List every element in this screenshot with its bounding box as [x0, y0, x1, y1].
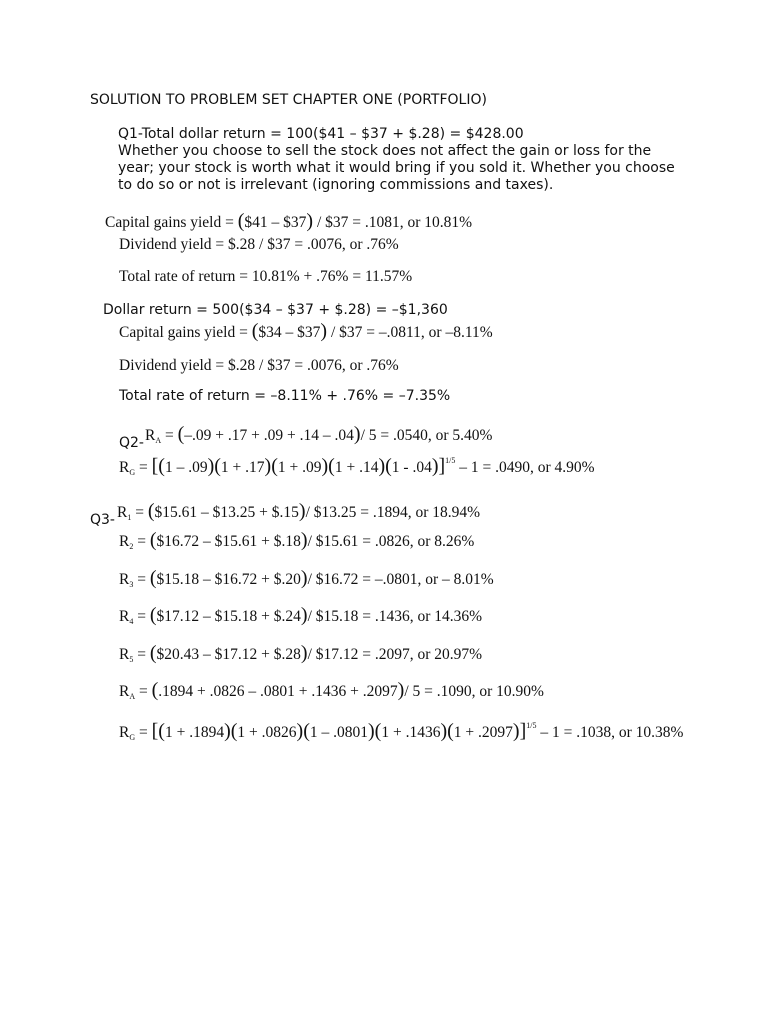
paren-close: )] [431, 455, 446, 477]
formula-result: / $15.61 = .0826, or 8.26% [307, 533, 475, 550]
formula-inner: $15.18 – $16.72 + $.20 [156, 571, 301, 588]
term: 1 + .1894 [164, 724, 225, 741]
r-subscript: 4 [129, 617, 134, 626]
paren-open: ( [151, 679, 159, 701]
bracket-open: [ [151, 720, 159, 742]
paren-open: ( [147, 500, 155, 522]
q1-explanation-line: year; your stock is worth what it would bring if you sold it. Whether you choose [118, 160, 675, 176]
r-subscript: G [129, 468, 136, 477]
r-subscript: 1 [127, 513, 132, 522]
paren-close: ) [320, 320, 328, 342]
formula-inner: $15.61 – $13.25 + $.15 [154, 504, 299, 521]
r-subscript: 2 [129, 542, 134, 551]
r-subscript: 3 [129, 580, 134, 589]
r-subscript: A [129, 692, 136, 701]
r-symbol: R [119, 459, 130, 476]
formula-inner: $16.72 – $15.61 + $.18 [156, 533, 301, 550]
q1-explanation-line: to do so or not is irrelevant (ignoring commissions and taxes). [118, 177, 554, 193]
term: 1 + .17 [220, 459, 265, 476]
paren-open: ( [149, 529, 157, 551]
r-subscript: 5 [129, 655, 134, 664]
formula-inner: $17.12 – $15.18 + $.24 [156, 608, 301, 625]
term: 1 – .0801 [309, 724, 368, 741]
term: 1 + .09 [277, 459, 322, 476]
q1-total-rate-of-return-2: Total rate of return = –8.11% + .76% = –7.35% [119, 388, 451, 404]
page-title: SOLUTION TO PROBLEM SET CHAPTER ONE (PORTFOLIO) [90, 92, 487, 108]
q3-return-row: $R_5$ = ($20.43 – $17.12 + $.28)/ $17.12 = .2097, or 20.97% [119, 642, 483, 664]
paren-open: ( [251, 320, 259, 342]
term: 1 + .2097 [453, 724, 513, 741]
paren-open: ( [149, 604, 157, 626]
q1-dividend-yield: Dividend yield = $.28 / $37 = .0076, or .76% [119, 236, 399, 253]
formula-result: / $37 = –.0811, or –8.11% [330, 324, 493, 341]
formula-result: / $16.72 = –.0801, or – 8.01% [307, 571, 494, 588]
term: 1 + .1436 [381, 724, 441, 741]
paren-close: )( [224, 720, 238, 742]
paren-close: )( [264, 455, 278, 477]
paren-open: ( [237, 210, 245, 232]
formula-inner: .1894 + .0826 – .0801 + .1436 + .2097 [158, 683, 398, 700]
paren-open: ( [149, 642, 157, 664]
formula-inner: $20.43 – $17.12 + $.28 [156, 646, 301, 663]
paren-close: )( [368, 720, 382, 742]
formula-result: – 1 = .0490, or 4.90% [459, 459, 595, 476]
paren-close: ) [300, 567, 308, 589]
formula-result: / 5 = .0540, or 5.40% [360, 427, 493, 444]
paren-close: )( [321, 455, 335, 477]
formula-result: / $37 = .1081, or 10.81% [316, 214, 473, 231]
q3-return-row: $R_1$ = ($15.61 – $13.25 + $.15)/ $13.25 = .1894, or 18.94% [117, 500, 481, 522]
term: 1 + .14 [334, 459, 379, 476]
term: 1 + .0826 [237, 724, 297, 741]
q2-geometric-average [119, 455, 595, 478]
q1-total-rate-of-return: Total rate of return = 10.81% + .76% = 11.57% [119, 268, 413, 285]
formula-inner: –.09 + .17 + .09 + .14 – .04 [184, 427, 354, 444]
formula-label: Capital gains yield = [105, 214, 234, 231]
q3-return-row: $R_3$ = ($15.18 – $16.72 + $.20)/ $16.72 = –.0801, or – 8.01% [119, 567, 494, 589]
term: 1 - .04 [391, 459, 432, 476]
formula-result: / $17.12 = .2097, or 20.97% [307, 646, 483, 663]
formula-result: / 5 = .1090, or 10.90% [404, 683, 544, 700]
q2-arithmetic-average [145, 423, 492, 446]
r-subscript: A [155, 436, 162, 445]
formula-numerator: $41 – $37 [244, 214, 307, 231]
paren-close: )( [440, 720, 454, 742]
r-subscript: G [129, 733, 136, 742]
r-symbol: R [145, 427, 156, 444]
formula-numerator: $34 – $37 [258, 324, 321, 341]
exponent: 1/5 [526, 721, 537, 730]
q3-return-row: $R_4$ = ($17.12 – $15.18 + $.24)/ $15.18 = .1436, or 14.36% [119, 604, 483, 626]
paren-close: ) [353, 423, 361, 445]
q1-total-dollar-return: Q1-Total dollar return = 100($41 – $37 + $.28) = $428.00 [118, 126, 524, 142]
bracket-open: [ [151, 455, 159, 477]
q1-explanation-line: Whether you choose to sell the stock does not affect the gain or loss for the [118, 143, 652, 159]
q1-explanation [118, 143, 675, 194]
paren-close: ) [300, 604, 308, 626]
paren-close: ) [300, 642, 308, 664]
q2-label: Q2- [119, 435, 144, 451]
paren-close: ) [306, 210, 314, 232]
q3-arithmetic-average: $R_A = (.1894 + .0826 - .0801 + .1436 + .2097)/$ 5 = .1090, or 10.90% [119, 679, 544, 701]
equals-sign: = [139, 459, 148, 476]
exponent: 1/5 [445, 456, 456, 465]
paren-close: )] [512, 720, 527, 742]
paren-close: ) [397, 679, 405, 701]
q1-capital-gains-yield-2 [119, 320, 493, 343]
paren-close: ) [298, 500, 306, 522]
paren-open: ( [158, 455, 165, 477]
equals-sign: = [165, 427, 174, 444]
paren-close: )( [207, 455, 221, 477]
q1-dividend-yield-2: Dividend yield = $.28 / $37 = .0076, or .76% [119, 357, 399, 374]
q3-geometric-average: $R_G = [(1 + .1894)(1 + .0826)(1 - .0801)(1 + .1436)(1 + .2097)]^{1/5} - 1 = .1038$, or 10.38% [119, 720, 684, 742]
paren-open: ( [158, 720, 165, 742]
formula-result: / $15.18 = .1436, or 14.36% [307, 608, 483, 625]
q1-dollar-return-500: Dollar return = 500($34 – $37 + $.28) = –$1,360 [103, 302, 448, 318]
paren-open: ( [177, 423, 185, 445]
term: 1 – .09 [164, 459, 208, 476]
q3-label: Q3- [90, 512, 115, 528]
paren-close: )( [378, 455, 392, 477]
paren-close: ) [300, 529, 308, 551]
formula-result: / $13.25 = .1894, or 18.94% [305, 504, 481, 521]
q3-return-row: $R_2$ = ($16.72 – $15.61 + $.18)/ $15.61 = .0826, or 8.26% [119, 529, 475, 551]
q1-capital-gains-yield [105, 210, 472, 233]
paren-open: ( [149, 567, 157, 589]
paren-close: )( [296, 720, 310, 742]
formula-label: Capital gains yield = [119, 324, 248, 341]
formula-result: – 1 = .1038, or 10.38% [540, 724, 684, 741]
